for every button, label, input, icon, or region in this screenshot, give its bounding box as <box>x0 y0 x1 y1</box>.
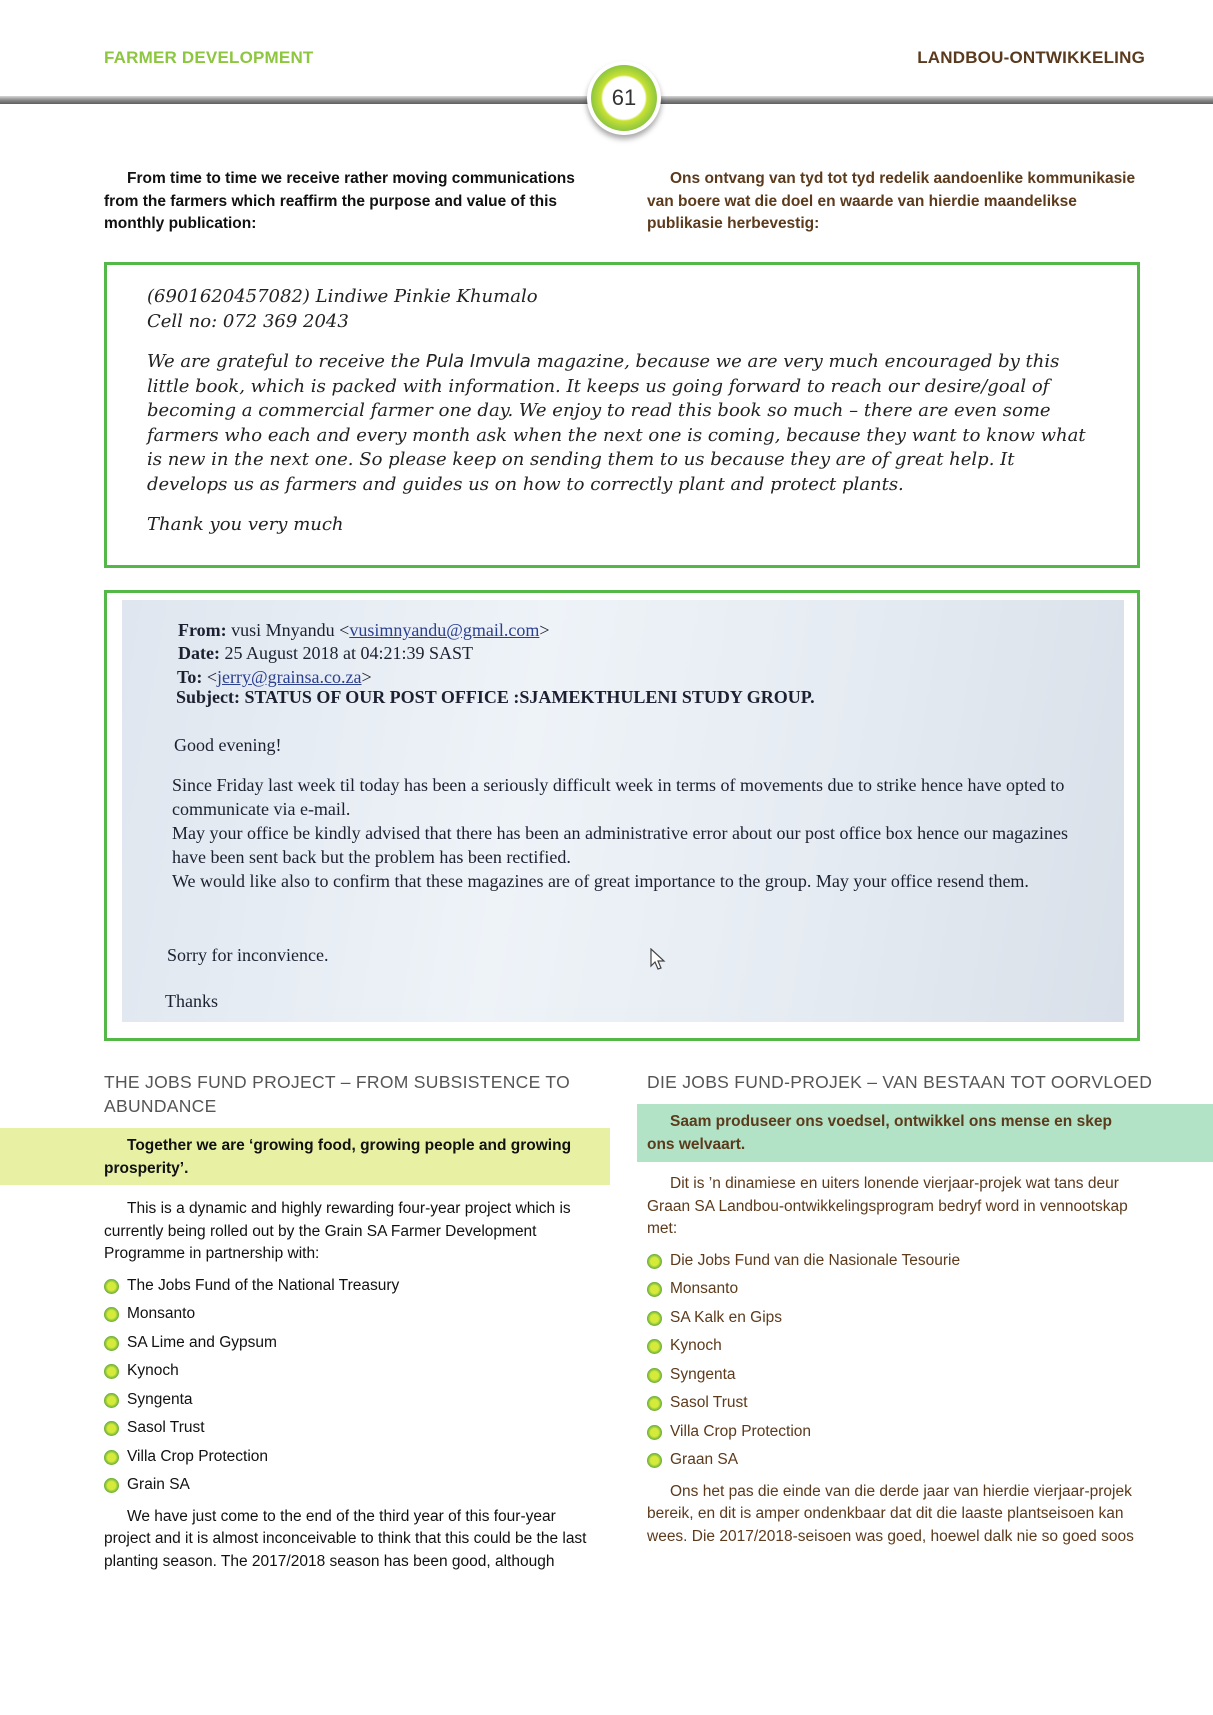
email-to-label: To: <box>177 667 203 687</box>
letter-id-name: (6901620457082) Lindiwe Pinkie Khumalo <box>147 286 538 307</box>
bullet-icon <box>104 1421 119 1436</box>
bullet-icon <box>647 1311 662 1326</box>
bullet-icon <box>647 1425 662 1440</box>
list-item <box>104 1414 599 1443</box>
jobs-af-partner: Syngenta <box>670 1365 736 1383</box>
email-para-1: Since Friday last week til today has been a seriously difficult week in terms of movements due to strike hence have opted to communicate via e-mail. <box>172 775 1065 819</box>
jobs-af-partner: Die Jobs Fund van die Nasionale Tesourie <box>670 1251 961 1269</box>
email-sorry: Sorry for inconvience. <box>167 945 329 965</box>
jobs-en-heading: THE JOBS FUND PROJECT – FROM SUBSISTENCE TO ABUNDANCE <box>104 1072 571 1116</box>
jobs-af-partner: Kynoch <box>670 1337 722 1354</box>
intro-af-text: Ons ontvang van tyd tot tyd redelik aandoenlike kommunikasie van boere wat die doel en waarde van hierdie maandelikse publikasie herbevestig: <box>647 170 1136 232</box>
jobs-af-closing: Ons het pas die einde van die derde jaar van hierdie vierjaar-projek bereik, en dit is amper ondenkbaar dat dit die laaste plantseisoen kan wees. Die 2017/2018-seisoen was goed, hoewel dalk nie so goed soos <box>647 1482 1134 1545</box>
page-number: 61 <box>611 85 637 110</box>
bullet-icon <box>647 1339 662 1354</box>
email-subject-label: Subject: <box>176 687 240 707</box>
jobs-af-heading: DIE JOBS FUND-PROJEK – VAN BESTAAN TOT OORVLOED <box>647 1072 1153 1092</box>
jobs-en-body <box>104 1198 599 1573</box>
jobs-en-partner: Sasol Trust <box>127 1419 205 1436</box>
bullet-icon <box>647 1282 662 1297</box>
list-item <box>647 1418 1142 1447</box>
jobs-af-partner: Graan SA <box>670 1451 739 1468</box>
letter-content <box>147 285 1097 538</box>
bullet-icon <box>104 1307 119 1322</box>
jobs-en-partner: The Jobs Fund of the National Treasury <box>127 1276 400 1294</box>
bullet-icon <box>104 1450 119 1465</box>
list-item <box>104 1329 599 1358</box>
letter-cell: Cell no: 072 369 2043 <box>147 310 349 332</box>
bullet-icon <box>647 1453 662 1468</box>
email-date-line <box>178 641 473 665</box>
jobs-en-partner: Monsanto <box>127 1305 196 1322</box>
bullet-icon <box>647 1254 662 1269</box>
list-item <box>104 1471 599 1500</box>
list-item <box>647 1446 1142 1475</box>
email-greeting: Good evening! <box>174 735 282 755</box>
email-from-name: vusi Mnyandu < <box>231 620 350 640</box>
bullet-icon <box>104 1393 119 1408</box>
bullet-icon <box>647 1368 662 1383</box>
header-right-title: LANDBOU-ONTWIKKELING <box>917 48 1145 67</box>
email-from-line <box>178 618 550 642</box>
bullet-icon <box>104 1478 119 1493</box>
list-item <box>104 1443 599 1472</box>
email-to-close: > <box>361 667 372 687</box>
list-item <box>647 1275 1142 1304</box>
mouse-cursor-icon <box>650 948 666 972</box>
jobs-af-partner-list <box>647 1247 1142 1475</box>
jobs-af-partner: Sasol Trust <box>670 1394 748 1411</box>
jobs-en-highlight <box>104 1135 599 1180</box>
jobs-en-partner: Kynoch <box>127 1362 179 1379</box>
list-item <box>647 1247 1142 1276</box>
list-item <box>104 1357 599 1386</box>
list-item <box>647 1332 1142 1361</box>
bullet-icon <box>647 1396 662 1411</box>
email-thanks: Thanks <box>165 991 218 1011</box>
header-left-title: FARMER DEVELOPMENT <box>104 48 314 67</box>
email-date-label: Date: <box>178 643 220 663</box>
jobs-en-closing: We have just come to the end of the third year of this four-year project and it is almost inconceivable to think that this could be the last planting season. The 2017/2018 season has been good, although <box>104 1507 587 1570</box>
list-item <box>647 1389 1142 1418</box>
list-item <box>647 1361 1142 1390</box>
letter-closing: Thank you very much <box>147 514 344 535</box>
list-item <box>647 1304 1142 1333</box>
email-date-value: 25 August 2018 at 04:21:39 SAST <box>224 643 474 663</box>
email-para-3: We would like also to confirm that these magazines are of great importance to the group. May your office resend them. <box>172 871 1029 891</box>
jobs-en-partner-list <box>104 1272 599 1500</box>
intro-en <box>104 168 599 236</box>
email-to-address[interactable]: jerry@grainsa.co.za <box>217 667 362 687</box>
list-item <box>104 1300 599 1329</box>
jobs-af-highlight <box>647 1111 1142 1156</box>
intro-en-text: From time to time we receive rather moving communications from the farmers which reaffirm the purpose and value of this monthly publication: <box>104 170 575 232</box>
email-para-2: May your office be kindly advised that there has been an administrative error about our post office box hence our magazines have been sent back but the problem has been rectified. <box>172 823 1069 867</box>
email-from-address[interactable]: vusimnyandu@gmail.com <box>349 620 540 640</box>
email-to-open: < <box>206 667 218 687</box>
email-subject-line <box>176 685 815 709</box>
jobs-af-partner: Monsanto <box>670 1280 739 1297</box>
letter-body-end: magazine, because we are very much encouraged by this little book, which is packed with information. It keeps us going forward to reach our desire/goal of becoming a commercial farmer one day. We enjoy to read this book so much – there are even some farmers who each and every month ask when the next one is coming, because they want to know what is new in the next one. So please keep on sending them to us because they are of great help. It develops us as farmers and guides us on how to correctly plant and protect plants. <box>147 351 1086 495</box>
email-from-close: > <box>539 620 550 640</box>
letter-body <box>147 350 1097 497</box>
list-item <box>104 1386 599 1415</box>
jobs-af-body <box>647 1173 1142 1548</box>
jobs-en-partner: Syngenta <box>127 1390 193 1408</box>
jobs-af-para: Dit is ’n dinamiese en uiters lonende vierjaar-projek wat tans deur Graan SA Landbou-ontwikkelingsprogram bedryf word in vennootskap met: <box>647 1175 1128 1237</box>
jobs-af-partner: Villa Crop Protection <box>670 1422 812 1440</box>
jobs-en-para: This is a dynamic and highly rewarding four-year project which is currently being rolled out by the Grain SA Farmer Development Programme in partnership with: <box>104 1200 571 1262</box>
letter-body-start: We are grateful to receive the <box>147 351 426 372</box>
jobs-en-highlight-text: Together we are ‘growing food, growing people and growing prosperity’. <box>104 1137 572 1177</box>
email-body <box>172 773 1092 893</box>
jobs-en-partner: Grain SA <box>127 1476 190 1493</box>
bullet-icon <box>104 1336 119 1351</box>
jobs-af-highlight-text: Saam produseer ons voedsel, ontwikkel ons mense en skep ons welvaart. <box>647 1113 1112 1153</box>
email-from-label: From: <box>178 620 227 640</box>
bullet-icon <box>104 1364 119 1379</box>
intro-af <box>647 168 1142 236</box>
list-item <box>104 1272 599 1301</box>
email-subject-value: STATUS OF OUR POST OFFICE :SJAMEKTHULENI STUDY GROUP. <box>244 687 815 707</box>
letter-magazine-name: Pula Imvula <box>425 351 531 372</box>
jobs-en-partner: SA Lime and Gypsum <box>127 1333 277 1351</box>
jobs-en-partner: Villa Crop Protection <box>127 1447 269 1465</box>
jobs-af-partner: SA Kalk en Gips <box>670 1308 783 1326</box>
bullet-icon <box>104 1279 119 1294</box>
